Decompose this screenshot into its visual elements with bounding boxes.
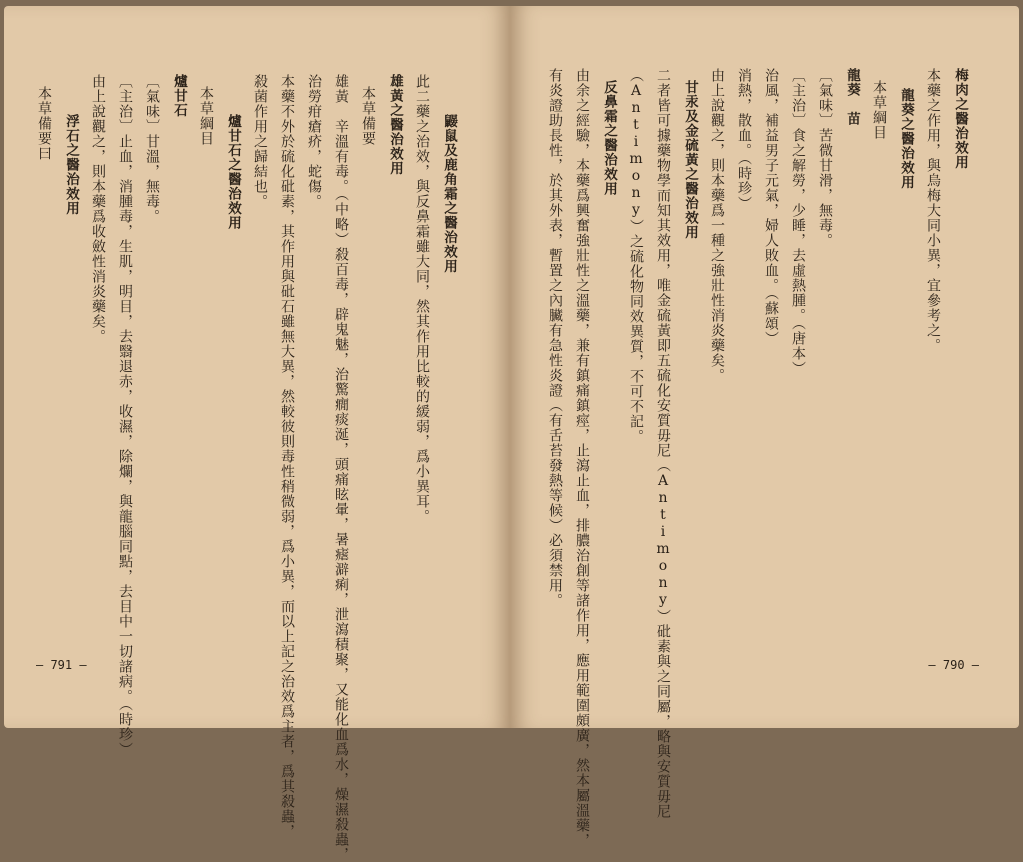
section-heading: 雄黃之醫治效用 xyxy=(387,74,403,176)
text-column: 本草綱目 xyxy=(198,86,214,146)
section-heading: 反鼻霜之醫治效用 xyxy=(601,80,617,196)
text-column: 消熱，散血。（時珍） xyxy=(736,68,752,211)
text-column: 治風，補益男子元氣，婦人敗血。（蘇頌） xyxy=(763,68,779,346)
right-page xyxy=(510,6,1019,848)
text-column: （Antimony）之硫化物同效異質，不可不記。 xyxy=(628,68,644,444)
text-column: 殺菌作用之歸結也。 xyxy=(252,74,268,209)
text-column: 由上說觀之，則本藥爲一種之強壯性消炎藥矣。 xyxy=(709,68,725,383)
text-column: 本草綱目 xyxy=(871,80,887,140)
section-heading: 浮石之醫治效用 xyxy=(63,114,79,216)
text-column: 二者皆可據藥物學而知其效用，唯金硫黃即五硫化安質毋尼（Antimony）砒素與之同屬，略與安質毋尼 xyxy=(655,68,671,819)
text-column: 雄黃 辛溫有毒。（中略）殺百毒，辟鬼魅，治驚癇痰涎，頭痛眩暈，暑瘧澼痢，泄瀉積聚，又能化血爲水，燥濕殺蟲， xyxy=(333,74,349,862)
left-page-number: — 791 — xyxy=(36,658,87,672)
text-column: 有炎證助長性，於其外表，暫置之內臟有急性炎證（有舌苔發熱等候）必須禁用。 xyxy=(547,68,563,608)
right-page-text-columns xyxy=(531,68,971,848)
text-column: 此二藥之治效，與反鼻霜雖大同，然其作用比較的緩弱，爲小異耳。 xyxy=(414,74,430,524)
text-column: 本草備要 xyxy=(360,86,376,146)
text-column: 治勞疳瘡疥，蛇傷。 xyxy=(306,74,322,209)
text-column: 本草備要曰 xyxy=(36,86,52,161)
section-heading: 梅肉之醫治效用 xyxy=(952,68,968,170)
text-column: 〔主治〕食之解勞，少睡，去虛熱腫。（唐本） xyxy=(790,68,806,376)
section-heading: 甘汞及金硫黃之醫治效用 xyxy=(682,80,698,240)
text-column: 〔氣味〕甘溫，無毒。 xyxy=(144,74,160,224)
text-column: 本藥不外於硫化砒素，其作用與砒石雖無大異，然較彼則毒性稍微弱，爲小異，而以上記之治效爲主者，爲其殺蟲， xyxy=(279,74,295,839)
section-heading: 龍葵 苗 xyxy=(844,68,860,126)
text-column: 由余之經驗，本藥爲興奮強壯性之溫藥，兼有鎮痛鎮痙，止瀉止血，排膿治創等諸作用，應用範圍頗廣，然本屬溫藥， xyxy=(574,68,590,848)
section-heading: 爐甘石 xyxy=(171,74,187,118)
left-page xyxy=(4,6,510,862)
text-column: 〔氣味〕苦微甘滑，無毒。 xyxy=(817,68,833,248)
left-page-text-columns xyxy=(20,74,460,862)
section-heading: 爐甘石之醫治效用 xyxy=(225,114,241,230)
right-page-number: — 790 — xyxy=(928,658,979,672)
section-heading: 龍葵之醫治效用 xyxy=(898,88,914,190)
section-heading: 鼹鼠及鹿角霜之醫治效用 xyxy=(441,114,457,274)
text-column: 本藥之作用，與烏梅大同小異，宜參考之。 xyxy=(925,68,941,353)
text-column: 〔主治〕止血，消腫毒，生肌，明目，去翳退赤，收濕，除爛，與龍腦同點，去目中一切諸病。（時珍） xyxy=(117,74,133,757)
text-column: 由上說觀之，則本藥爲收斂性消炎藥矣。 xyxy=(90,74,106,344)
